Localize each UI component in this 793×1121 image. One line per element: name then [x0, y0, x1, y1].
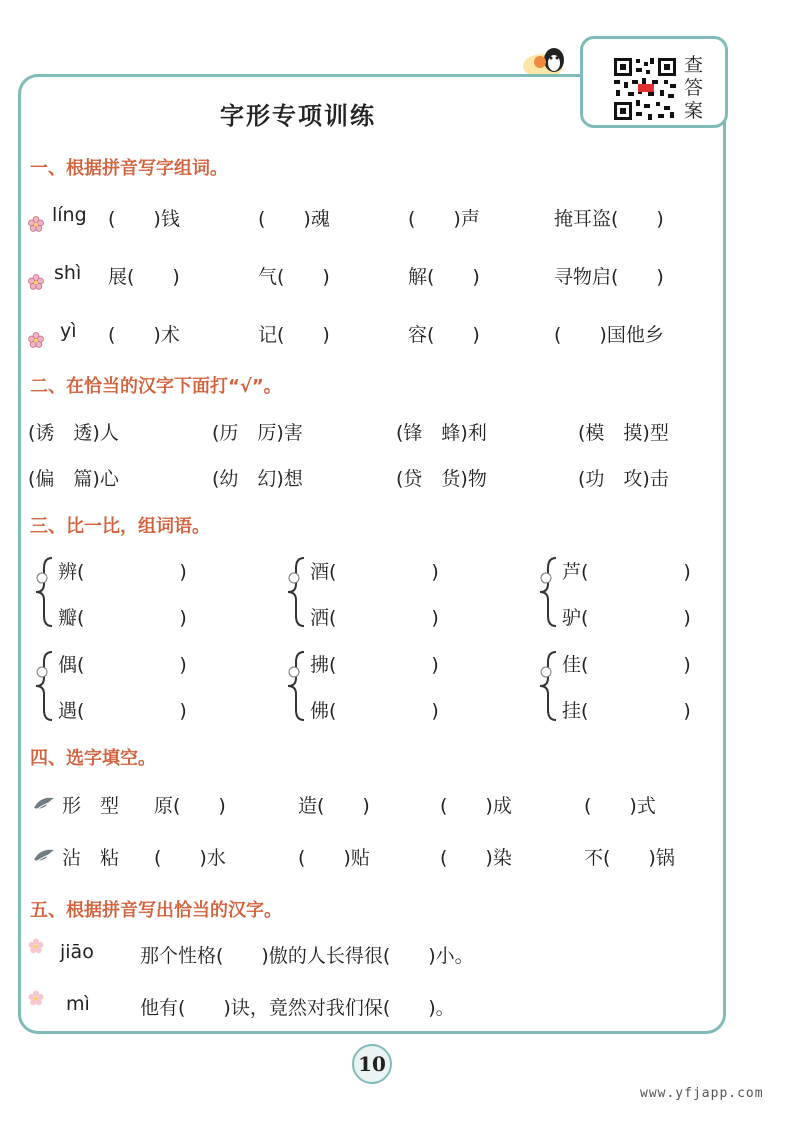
- choice-item[interactable]: (历 厉)害: [212, 422, 303, 444]
- choice-chars: 形 型: [62, 795, 120, 817]
- compare-item[interactable]: 拂( ): [310, 654, 439, 676]
- compare-item[interactable]: 洒( ): [310, 607, 439, 629]
- brace-icon: [536, 556, 560, 628]
- blank-item[interactable]: 寻物启( ): [554, 266, 664, 288]
- section-1-heading: 一、根据拼音写字组词。: [30, 158, 228, 179]
- flower-icon: [28, 332, 44, 348]
- blank-item[interactable]: ( )贴: [298, 847, 370, 869]
- blank-item[interactable]: ( )钱: [108, 208, 180, 230]
- compare-item[interactable]: 遇( ): [58, 700, 187, 722]
- leaf-icon: [32, 794, 56, 812]
- blank-item[interactable]: 造( ): [298, 795, 370, 817]
- section-4-heading: 四、选字填空。: [30, 748, 156, 769]
- blank-item[interactable]: ( )水: [154, 847, 226, 869]
- blank-item[interactable]: ( )术: [108, 324, 180, 346]
- pinyin-yi: yì: [60, 320, 77, 342]
- compare-item[interactable]: 偶( ): [58, 654, 187, 676]
- pinyin-mi: mì: [66, 993, 90, 1015]
- penguin-mascot-icon: [518, 44, 568, 74]
- flower-icon: [28, 990, 44, 1006]
- sentence[interactable]: 他有( )诀，竟然对我们保( )。: [140, 997, 455, 1019]
- sentence[interactable]: 那个性格( )傲的人长得很( )小。: [140, 945, 474, 967]
- page-title: 字形专项训练: [220, 102, 376, 130]
- brace-icon: [32, 556, 56, 628]
- compare-item[interactable]: 瓣( ): [58, 607, 187, 629]
- compare-item[interactable]: 佛( ): [310, 700, 439, 722]
- blank-item[interactable]: ( )式: [584, 795, 656, 817]
- choice-chars: 沾 粘: [62, 847, 120, 869]
- compare-item[interactable]: 驴( ): [562, 607, 691, 629]
- compare-item[interactable]: 酒( ): [310, 561, 439, 583]
- watermark: www.yfjapp.com: [640, 1086, 764, 1101]
- blank-item[interactable]: 气( ): [258, 266, 330, 288]
- qr-label: 查答案: [684, 54, 704, 122]
- blank-item[interactable]: 记( ): [258, 324, 330, 346]
- choice-item[interactable]: (偏 篇)心: [28, 468, 119, 490]
- blank-item[interactable]: 展( ): [108, 266, 180, 288]
- flower-icon: [28, 938, 44, 954]
- brace-icon: [284, 556, 308, 628]
- blank-item[interactable]: 容( ): [408, 324, 480, 346]
- blank-item[interactable]: 解( ): [408, 266, 480, 288]
- choice-item[interactable]: (诱 透)人: [28, 422, 119, 444]
- choice-item[interactable]: (锋 蜂)利: [396, 422, 487, 444]
- compare-item[interactable]: 佳( ): [562, 654, 691, 676]
- brace-icon: [32, 650, 56, 722]
- blank-item[interactable]: ( )染: [440, 847, 512, 869]
- blank-item[interactable]: ( )国他乡: [554, 324, 664, 346]
- blank-item[interactable]: 原( ): [154, 795, 226, 817]
- pinyin-ling: líng: [52, 204, 87, 226]
- qr-code-icon[interactable]: [612, 56, 678, 122]
- compare-item[interactable]: 挂( ): [562, 700, 691, 722]
- blank-item[interactable]: ( )魂: [258, 208, 330, 230]
- blank-item[interactable]: 不( )锅: [584, 847, 675, 869]
- section-2-heading: 二、在恰当的汉字下面打“√”。: [30, 376, 282, 397]
- choice-item[interactable]: (功 攻)击: [578, 468, 669, 490]
- pinyin-shi: shì: [54, 262, 82, 284]
- choice-item[interactable]: (幼 幻)想: [212, 468, 303, 490]
- flower-icon: [28, 216, 44, 232]
- blank-item[interactable]: 掩耳盗( ): [554, 208, 664, 230]
- leaf-icon: [32, 846, 56, 864]
- choice-item[interactable]: (模 摸)型: [578, 422, 669, 444]
- brace-icon: [536, 650, 560, 722]
- brace-icon: [284, 650, 308, 722]
- choice-item[interactable]: (贷 货)物: [396, 468, 487, 490]
- blank-item[interactable]: ( )声: [408, 208, 480, 230]
- page-number: 10: [352, 1044, 392, 1084]
- section-3-heading: 三、比一比，组词语。: [30, 516, 210, 537]
- pinyin-jiao: jiāo: [60, 941, 94, 963]
- compare-item[interactable]: 辨( ): [58, 561, 187, 583]
- section-5-heading: 五、根据拼音写出恰当的汉字。: [30, 900, 282, 921]
- flower-icon: [28, 274, 44, 290]
- blank-item[interactable]: ( )成: [440, 795, 512, 817]
- compare-item[interactable]: 芦( ): [562, 561, 691, 583]
